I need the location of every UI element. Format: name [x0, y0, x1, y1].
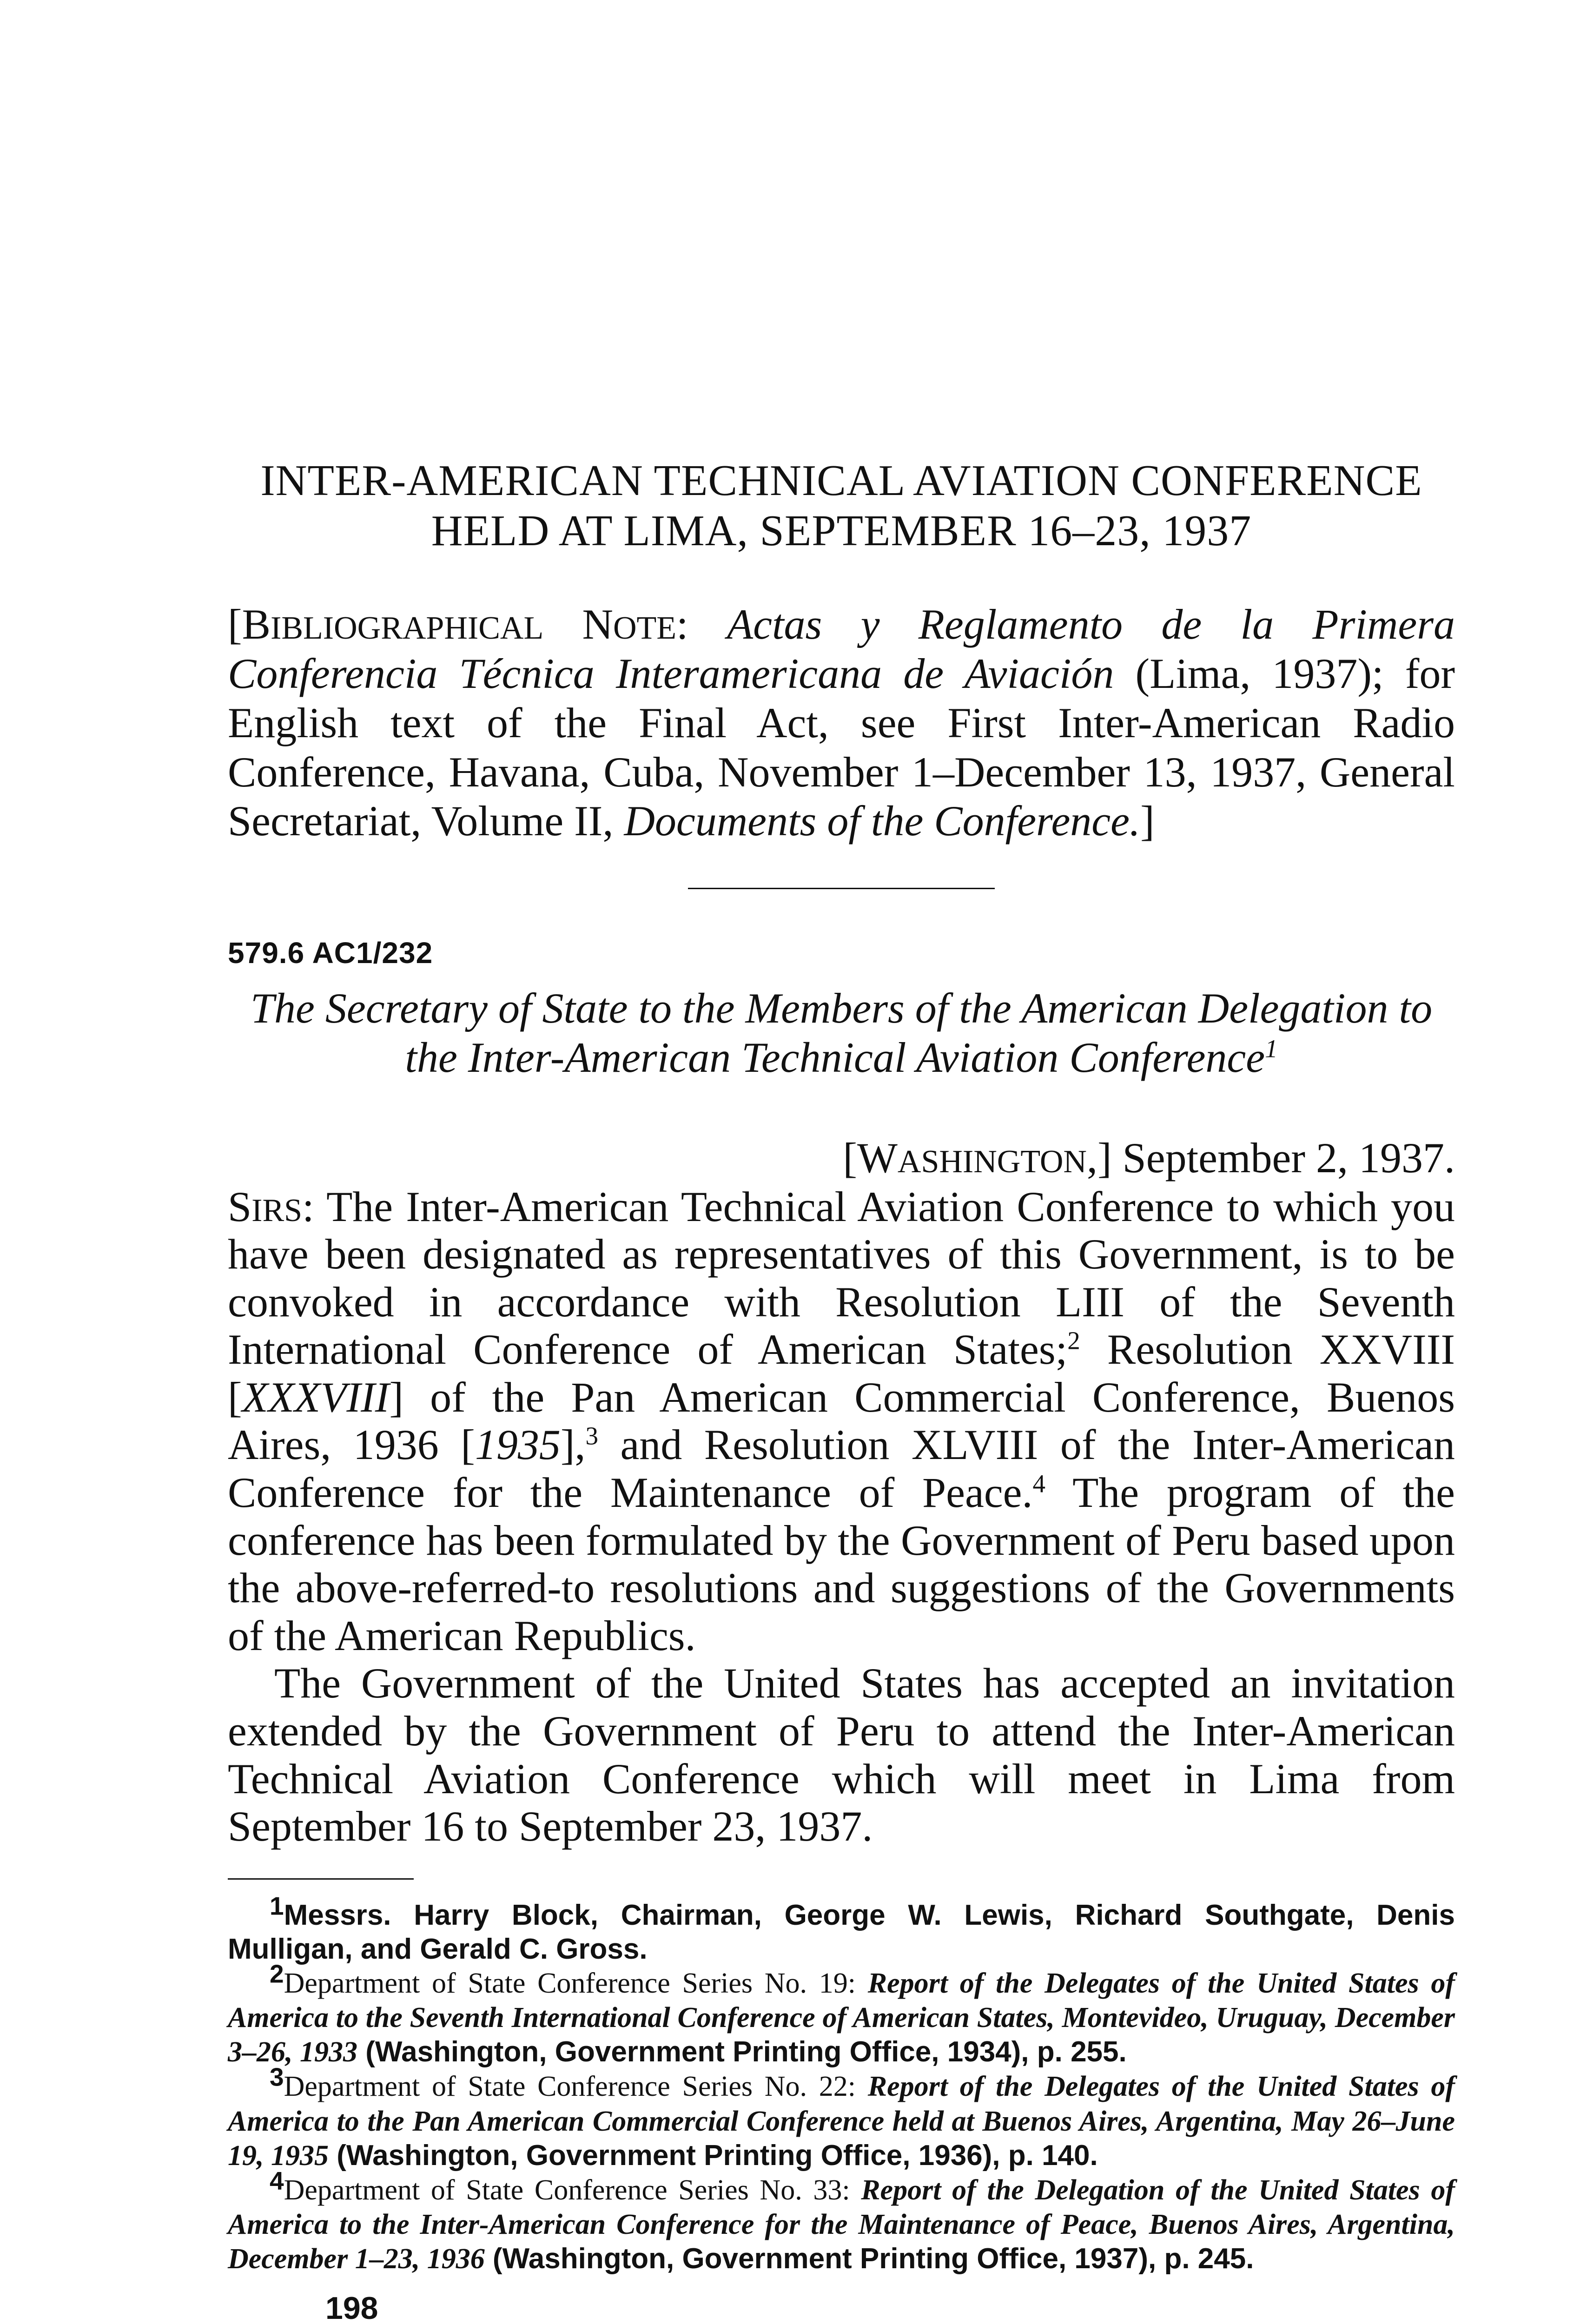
footnote-1: $^1$Messrs. Harry Block, Chairman, George W. Lewis, Richard Southgate, Denis Mulligan, and Gerald C. Gross.: [228, 1891, 1455, 1965]
footnotes: [228, 1891, 1455, 2277]
footnote-ref-1: 1: [1265, 1034, 1278, 1063]
note-documents-title: Documents of the Conference.: [624, 797, 1140, 845]
note-publication-title: Actas y Reglamento de la Primera Conferencia Técnica Interamericana de Aviación: [228, 601, 1455, 697]
body-paragraph-2: The Government of the United States has accepted an invitation extended by the Government of Peru to attend the Inter-American Technical Aviation Conference which will meet in Lima from September 16 to September 23, 1937.: [228, 1659, 1455, 1850]
title-line-1: INTER-AMERICAN TECHNICAL AVIATION CONFERENCE: [260, 456, 1422, 505]
dateline: [WASHINGTON,] September 2, 1937.: [843, 1134, 1455, 1182]
page-number: 198: [325, 2291, 378, 2324]
bibliographical-note: [BIBLIOGRAPHICAL NOTE: Actas y Reglamento de la Primera Conferencia Técnica Interamericana de Aviación (Lima, 1937); for English text of the Final Act, see First Inter-American Radio Conference, Havana, Cuba, November 1–December 13, 1937, General Secretariat, Volume II, Documents of the Conference.]: [228, 601, 1455, 845]
footnote-ref-3: 3: [585, 1421, 598, 1450]
section-divider: [688, 888, 995, 889]
footnote-ref-2: 2: [1067, 1326, 1080, 1355]
footnote-ref-4: 4: [1032, 1469, 1046, 1498]
footnote-2: $^2$Department of State Conference Series No. 19: Report of the Delegates of the United States of America to the Seventh International Conference of American States, Montevideo, Uruguay, December 3–26, 1933 (Washington, Government Printing Office, 1934), p. 255.: [228, 1959, 1455, 2068]
footnote-4: $^4$Department of State Conference Series No. 33: Report of the Delegation of the United States of America to the Inter-American Conference for the Maintenance of Peace, Buenos Aires, Argentina, December 1–23, 1936 (Washington, Government Printing Office, 1937), p. 245.: [228, 2166, 1455, 2275]
document-title: The Secretary of State to the Members of the American Delegation to the Inter-American Technical Aviation Conference$^1$: [250, 984, 1433, 1081]
document-page: [228, 0, 1455, 2324]
footnote-divider: [228, 1878, 414, 1880]
conference-title: [228, 456, 1455, 556]
file-number: 579.6 AC1/232: [228, 936, 433, 970]
salutation: SIRS: [228, 1182, 303, 1230]
body-paragraph-1: SIRS: The Inter-American Technical Aviation Conference to which you have been designated as representatives of this Government, is to be convoked in accordance with Resolution LIII of the Seventh International Conference of American States;$^2$ Resolution XXVIII [XXXVIII] of the Pan American Commercial Conference, Buenos Aires, 1936 [1935],$^3$ and Resolution XLVIII of the Inter-American Conference for the Maintenance of Peace.$^4$ The program of the conference has been formulated by the Government of Peru based upon the above-referred-to resolutions and suggestions of the Governments of the American Republics.: [228, 1182, 1455, 1659]
title-line-2: HELD AT LIMA, SEPTEMBER 16–23, 1937: [431, 507, 1252, 555]
footnote-3: $^3$Department of State Conference Series No. 22: Report of the Delegates of the United States of America to the Pan American Commercial Conference held at Buenos Aires, Argentina, May 26–June 19, 1935 (Washington, Government Printing Office, 1936), p. 140.: [228, 2062, 1455, 2172]
